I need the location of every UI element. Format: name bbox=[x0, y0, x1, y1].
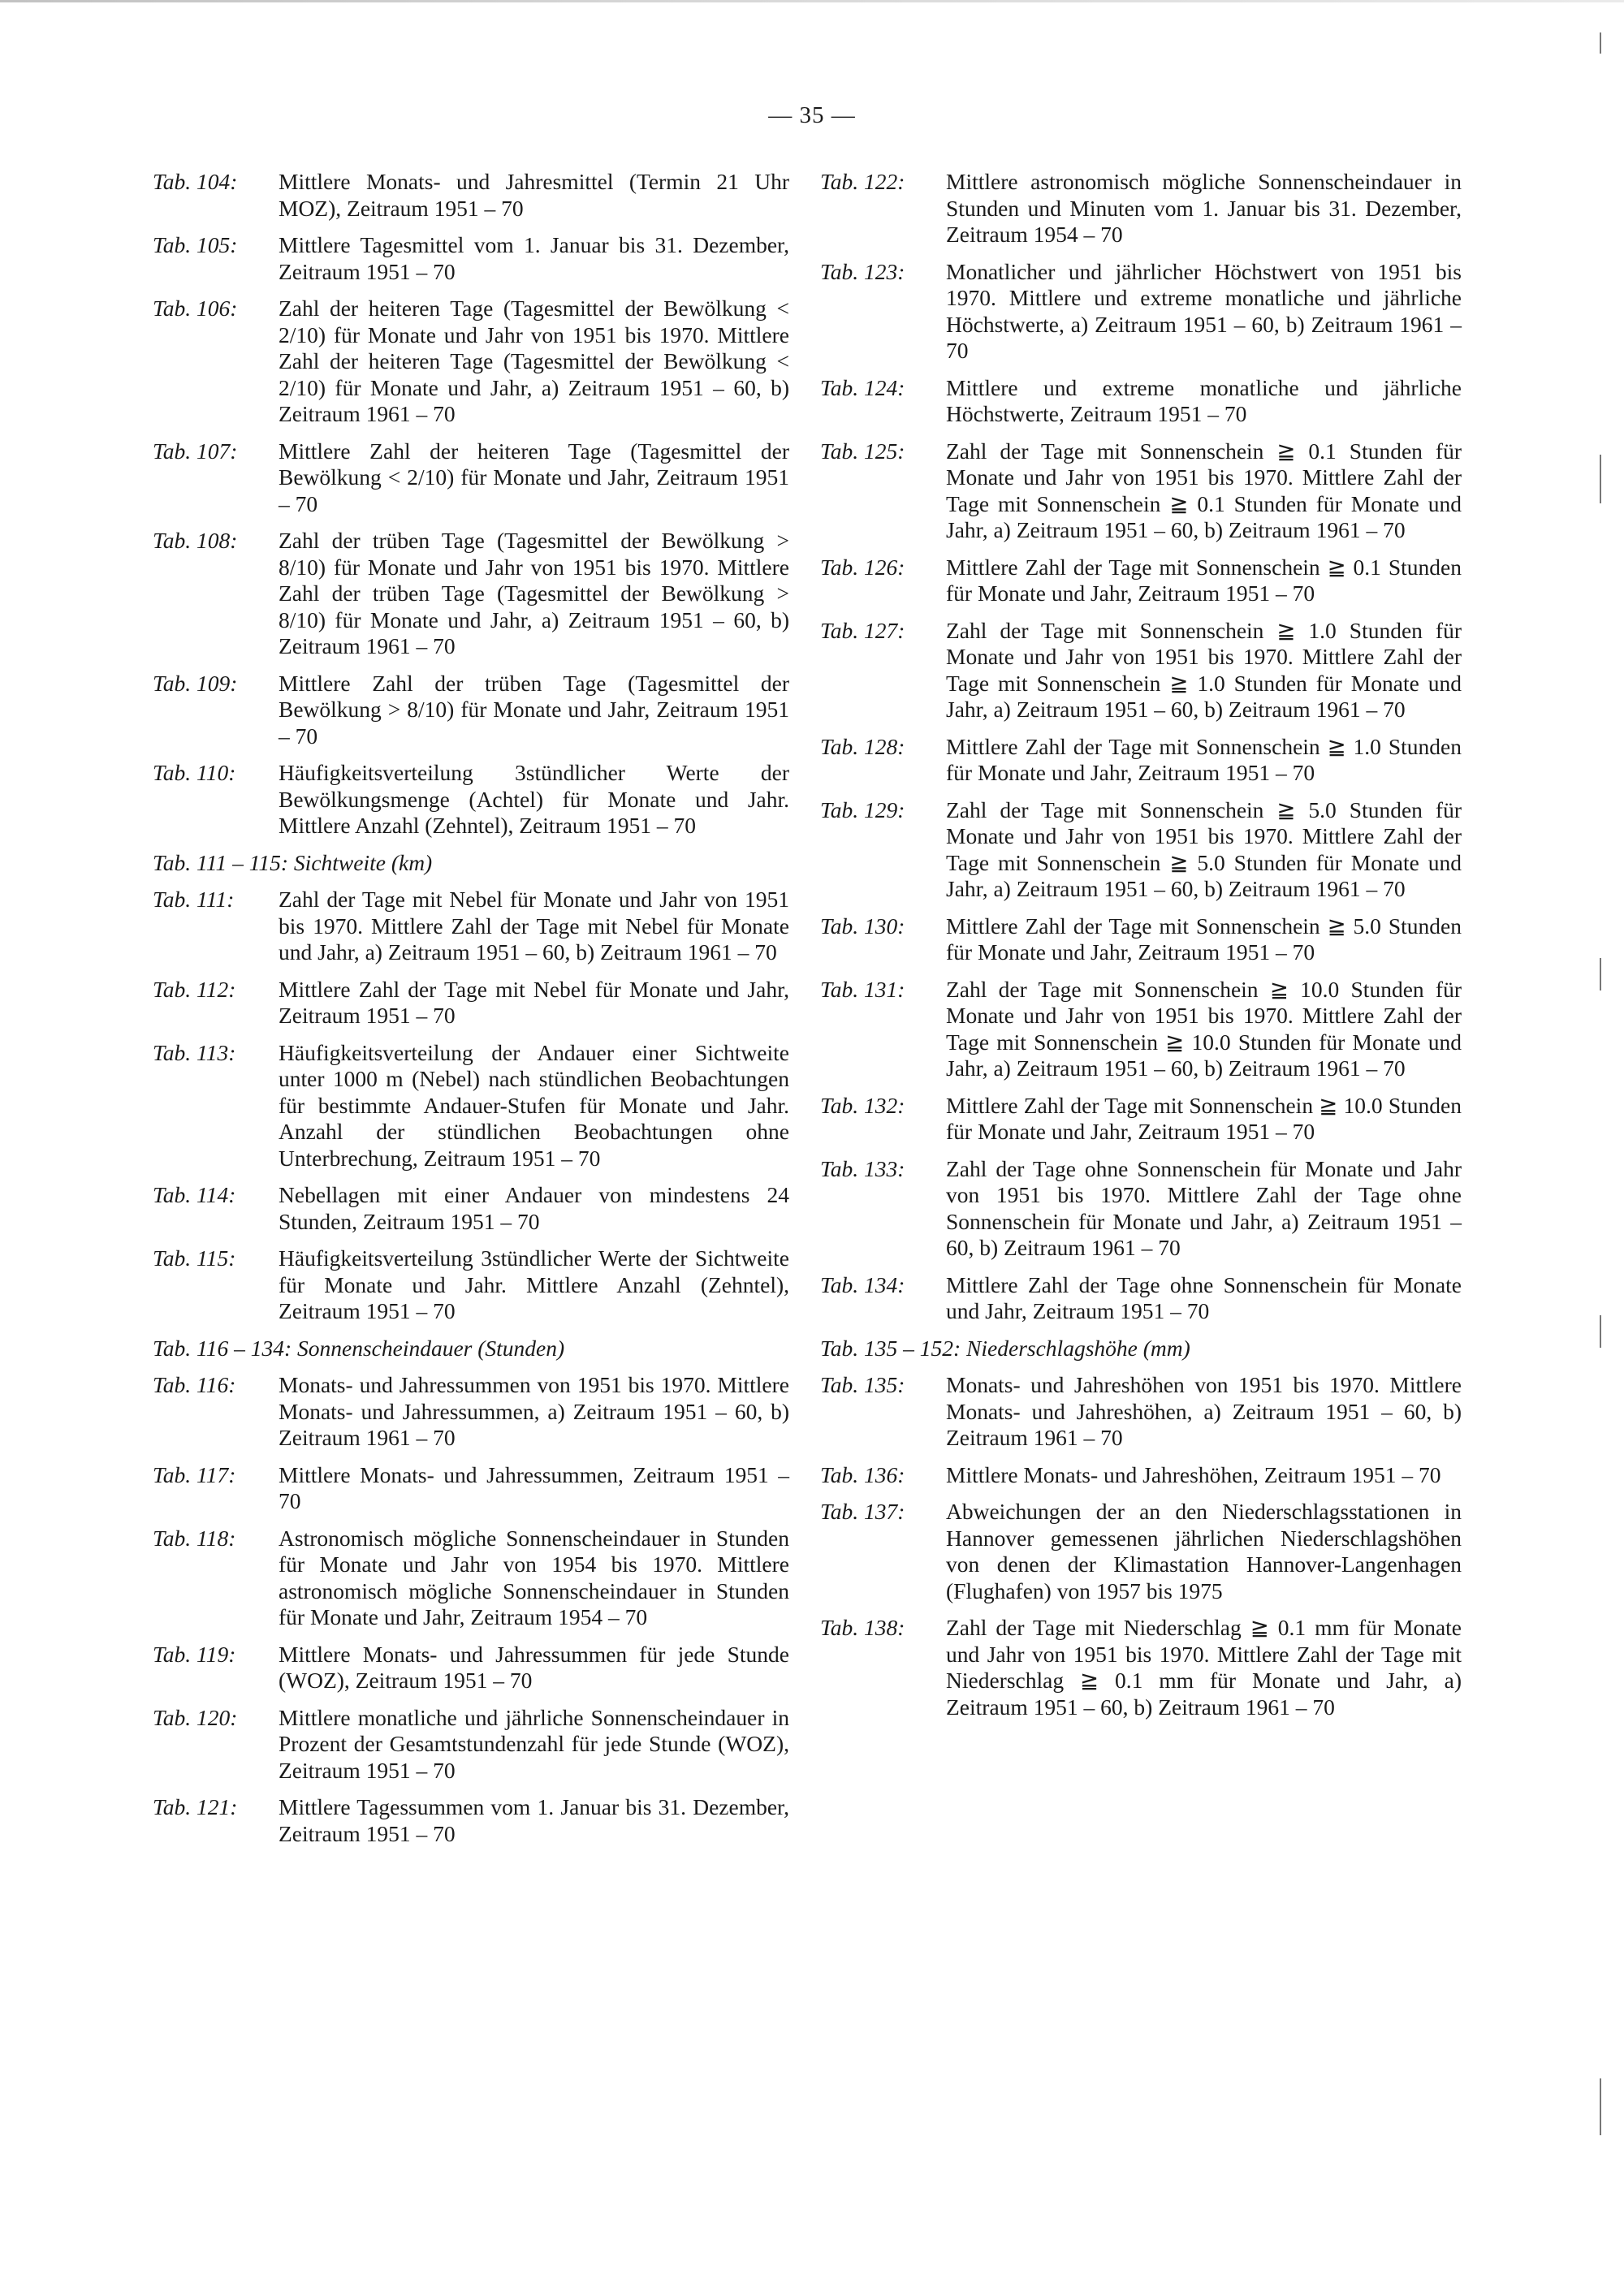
table-description: Nebellagen mit einer Andauer von mindestens 24 Stunden, Zeitraum 1951 – 70 bbox=[279, 1182, 789, 1234]
table-entry bbox=[153, 169, 789, 222]
table-ref: Tab. 128: bbox=[820, 733, 905, 759]
scan-top-edge bbox=[0, 0, 1624, 2]
scan-edge-mark bbox=[1600, 32, 1601, 54]
table-entry bbox=[820, 375, 1462, 428]
section-heading: Tab. 116 – 134: Sonnenscheindauer (Stunden) bbox=[153, 1335, 565, 1361]
table-description: Mittlere Tagesmittel vom 1. Januar bis 31. Dezember, Zeitraum 1951 – 70 bbox=[279, 232, 789, 284]
table-ref: Tab. 135: bbox=[820, 1372, 905, 1397]
table-entry bbox=[820, 1372, 1462, 1452]
table-description: Mittlere Zahl der Tage mit Sonnenschein ≧ 5.0 Stunden für Monate und Jahr, Zeitraum 1951 – 70 bbox=[946, 913, 1462, 965]
table-description: Zahl der Tage mit Sonnenschein ≧ 0.1 Stunden für Monate und Jahr von 1951 bis 1970. Mittlere Zahl der Tage mit Sonnenschein ≧ 0.1 Stunden für Monate und Jahr, a) Zeitraum 1951 – 60, b) Zeitraum 1961 – 70 bbox=[946, 438, 1462, 542]
table-ref: Tab. 108: bbox=[153, 528, 238, 553]
table-description: Astronomisch mögliche Sonnenscheindauer in Stunden für Monate und Jahr von 1954 bis 1970. Mittlere astronomisch mögliche Sonnenscheindauer in Stunden für Monate und Jahr, Zeitraum 1954 – 70 bbox=[279, 1525, 789, 1629]
table-ref: Tab. 122: bbox=[820, 169, 905, 194]
table-ref: Tab. 118: bbox=[153, 1525, 236, 1551]
scan-edge-mark bbox=[1600, 455, 1601, 503]
page-number: — 35 — bbox=[768, 102, 856, 128]
table-ref: Tab. 132: bbox=[820, 1092, 905, 1118]
table-description: Zahl der trüben Tage (Tagesmittel der Bewölkung > 8/10) für Monate und Jahr von 1951 bis 1970. Mittlere Zahl der trüben Tage (Tagesmittel der Bewölkung > 8/10) für Monate und Jahr, a) Zeitraum 1951 – 60, b) Zeitraum 1961 – 70 bbox=[279, 528, 789, 658]
table-ref: Tab. 126: bbox=[820, 554, 905, 580]
table-entry bbox=[153, 671, 789, 750]
table-description: Mittlere Zahl der Tage mit Sonnenschein ≧ 10.0 Stunden für Monate und Jahr, Zeitraum 1951 – 70 bbox=[946, 1092, 1462, 1144]
table-ref: Tab. 123: bbox=[820, 258, 905, 284]
table-description: Monats- und Jahressummen von 1951 bis 1970. Mittlere Monats- und Jahressummen, a) Zeitraum 1951 – 60, b) Zeitraum 1961 – 70 bbox=[279, 1372, 789, 1450]
table-entry bbox=[820, 734, 1462, 787]
table-description: Mittlere Monats- und Jahreshöhen, Zeitraum 1951 – 70 bbox=[946, 1461, 1441, 1487]
table-entry bbox=[820, 1499, 1462, 1604]
table-entry bbox=[153, 1182, 789, 1235]
table-description: Monats- und Jahreshöhen von 1951 bis 1970. Mittlere Monats- und Jahreshöhen, a) Zeitraum 1951 – 60, b) Zeitraum 1961 – 70 bbox=[946, 1372, 1462, 1450]
table-ref: Tab. 119: bbox=[153, 1641, 236, 1667]
section-heading: Tab. 111 – 115: Sichtweite (km) bbox=[153, 849, 433, 875]
section-heading: Tab. 135 – 152: Niederschlagshöhe (mm) bbox=[820, 1335, 1190, 1361]
table-entry bbox=[153, 1040, 789, 1172]
scan-edge-mark bbox=[1600, 958, 1601, 990]
table-description: Mittlere monatliche und jährliche Sonnenscheindauer in Prozent der Gesamtstundenzahl für jede Stunde (WOZ), Zeitraum 1951 – 70 bbox=[279, 1704, 789, 1783]
table-entry bbox=[820, 977, 1462, 1082]
table-description: Mittlere Monats- und Jahressummen für jede Stunde (WOZ), Zeitraum 1951 – 70 bbox=[279, 1641, 789, 1693]
table-entry bbox=[820, 797, 1462, 903]
table-entry bbox=[820, 438, 1462, 544]
table-description: Mittlere und extreme monatliche und jährliche Höchstwerte, Zeitraum 1951 – 70 bbox=[946, 374, 1462, 426]
scan-edge-mark bbox=[1600, 1315, 1601, 1348]
table-ref: Tab. 130: bbox=[820, 913, 905, 939]
table-entry bbox=[820, 618, 1462, 723]
table-ref: Tab. 117: bbox=[153, 1461, 236, 1487]
table-description: Zahl der Tage mit Nebel für Monate und Jahr von 1951 bis 1970. Mittlere Zahl der Tage mit Nebel für Monate und Jahr, a) Zeitraum 1951 – 60, b) Zeitraum 1961 – 70 bbox=[279, 887, 789, 965]
table-description: Monatlicher und jährlicher Höchstwert von 1951 bis 1970. Mittlere und extreme monatliche und jährliche Höchstwerte, a) Zeitraum 1951 – 60, b) Zeitraum 1961 – 70 bbox=[946, 258, 1462, 363]
table-entry bbox=[153, 1705, 789, 1785]
left-column bbox=[153, 169, 789, 1847]
table-description: Mittlere Monats- und Jahresmittel (Termin 21 Uhr MOZ), Zeitraum 1951 – 70 bbox=[279, 169, 789, 221]
scan-edge-mark bbox=[1600, 2078, 1601, 2135]
table-ref: Tab. 129: bbox=[820, 796, 905, 822]
table-description: Mittlere Zahl der Tage mit Sonnenschein ≧ 0.1 Stunden für Monate und Jahr, Zeitraum 1951 – 70 bbox=[946, 554, 1462, 606]
table-description: Abweichungen der an den Niederschlagsstationen in Hannover gemessenen jährlichen Niederschlagshöhen von denen der Klimastation Hannover-Langenhagen (Flughafen) von 1957 bis 1975 bbox=[946, 1499, 1462, 1603]
table-entry bbox=[820, 169, 1462, 248]
table-description: Mittlere astronomisch mögliche Sonnenscheindauer in Stunden und Minuten vom 1. Januar bis 31. Dezember, Zeitraum 1954 – 70 bbox=[946, 169, 1462, 247]
table-description: Zahl der heiteren Tage (Tagesmittel der Bewölkung < 2/10) für Monate und Jahr von 1951 bis 1970. Mittlere Zahl der heiteren Tage (Tagesmittel der Bewölkung < 2/10) für Monate und Jahr, a) Zeitraum 1951 – 60, b) Zeitraum 1961 – 70 bbox=[279, 296, 789, 426]
table-ref: Tab. 133: bbox=[820, 1155, 905, 1181]
table-description: Häufigkeitsverteilung 3stündlicher Werte der Bewölkungsmenge (Achtel) für Monate und Jahr. Mittlere Anzahl (Zehntel), Zeitraum 1951 – 70 bbox=[279, 760, 789, 838]
table-description: Mittlere Tagessummen vom 1. Januar bis 31. Dezember, Zeitraum 1951 – 70 bbox=[279, 1794, 789, 1846]
table-entry bbox=[153, 296, 789, 428]
table-entry bbox=[153, 1526, 789, 1631]
table-description: Zahl der Tage mit Sonnenschein ≧ 1.0 Stunden für Monate und Jahr von 1951 bis 1970. Mittlere Zahl der Tage mit Sonnenschein ≧ 1.0 Stunden für Monate und Jahr, a) Zeitraum 1951 – 60, b) Zeitraum 1961 – 70 bbox=[946, 617, 1462, 722]
table-entry bbox=[153, 1462, 789, 1515]
table-ref: Tab. 109: bbox=[153, 670, 238, 696]
table-ref: Tab. 112: bbox=[153, 976, 236, 1002]
table-ref: Tab. 121: bbox=[153, 1794, 238, 1819]
table-entry bbox=[153, 528, 789, 660]
table-description: Häufigkeitsverteilung der Andauer einer Sichtweite unter 1000 m (Nebel) nach stündlichen Beobachtungen für bestimmte Andauer-Stufen für Monate und Jahr. Anzahl der stündlichen Beobachtungen ohne Unterbrechung, Zeitraum 1951 – 70 bbox=[279, 1039, 789, 1171]
table-ref: Tab. 127: bbox=[820, 617, 905, 643]
table-ref: Tab. 111: bbox=[153, 887, 235, 912]
table-ref: Tab. 104: bbox=[153, 169, 238, 194]
table-description: Mittlere Zahl der heiteren Tage (Tagesmittel der Bewölkung < 2/10) für Monate und Jahr, Zeitraum 1951 – 70 bbox=[279, 438, 789, 516]
table-ref: Tab. 124: bbox=[820, 374, 905, 400]
table-description: Mittlere Zahl der Tage mit Nebel für Monate und Jahr, Zeitraum 1951 – 70 bbox=[279, 976, 789, 1028]
table-ref: Tab. 137: bbox=[820, 1499, 905, 1524]
table-description: Zahl der Tage mit Sonnenschein ≧ 5.0 Stunden für Monate und Jahr von 1951 bis 1970. Mittlere Zahl der Tage mit Sonnenschein ≧ 5.0 Stunden für Monate und Jahr, a) Zeitraum 1951 – 60, b) Zeitraum 1961 – 70 bbox=[946, 796, 1462, 901]
table-entry bbox=[820, 555, 1462, 607]
table-description: Zahl der Tage mit Niederschlag ≧ 0.1 mm für Monate und Jahr von 1951 bis 1970. Mittlere Zahl der Tage mit Niederschlag ≧ 0.1 mm für Monate und Jahr, a) Zeitraum 1951 – 60, b) Zeitraum 1961 – 70 bbox=[946, 1615, 1462, 1720]
table-entry bbox=[153, 1642, 789, 1694]
table-ref: Tab. 113: bbox=[153, 1039, 236, 1065]
table-ref: Tab. 116: bbox=[153, 1372, 236, 1397]
table-description: Mittlere Monats- und Jahressummen, Zeitraum 1951 – 70 bbox=[279, 1461, 789, 1513]
table-description: Mittlere Zahl der Tage mit Sonnenschein ≧ 1.0 Stunden für Monate und Jahr, Zeitraum 1951 – 70 bbox=[946, 733, 1462, 785]
right-column bbox=[820, 169, 1462, 1720]
table-ref: Tab. 105: bbox=[153, 232, 238, 257]
table-entry bbox=[153, 232, 789, 285]
table-description: Zahl der Tage mit Sonnenschein ≧ 10.0 Stunden für Monate und Jahr von 1951 bis 1970. Mittlere Zahl der Tage mit Sonnenschein ≧ 10.0 Stunden für Monate und Jahr, a) Zeitraum 1951 – 60, b) Zeitraum 1961 – 70 bbox=[946, 976, 1462, 1081]
table-entry bbox=[820, 1462, 1462, 1489]
table-entry bbox=[820, 1093, 1462, 1146]
table-description: Häufigkeitsverteilung 3stündlicher Werte der Sichtweite für Monate und Jahr. Mittlere Anzahl (Zehntel), Zeitraum 1951 – 70 bbox=[279, 1245, 789, 1323]
table-ref: Tab. 106: bbox=[153, 296, 238, 321]
table-entry bbox=[820, 1615, 1462, 1720]
table-entry bbox=[153, 977, 789, 1029]
table-ref: Tab. 136: bbox=[820, 1461, 905, 1487]
table-entry bbox=[153, 887, 789, 966]
table-ref: Tab. 107: bbox=[153, 438, 238, 464]
table-ref: Tab. 120: bbox=[153, 1704, 238, 1730]
table-entry bbox=[820, 1156, 1462, 1262]
table-ref: Tab. 131: bbox=[820, 976, 905, 1002]
table-ref: Tab. 138: bbox=[820, 1615, 905, 1640]
table-ref: Tab. 134: bbox=[820, 1271, 905, 1297]
table-description: Mittlere Zahl der Tage ohne Sonnenschein für Monate und Jahr, Zeitraum 1951 – 70 bbox=[946, 1271, 1462, 1323]
table-ref: Tab. 114: bbox=[153, 1182, 236, 1207]
table-ref: Tab. 125: bbox=[820, 438, 905, 464]
table-ref: Tab. 110: bbox=[153, 760, 236, 785]
table-description: Mittlere Zahl der trüben Tage (Tagesmittel der Bewölkung > 8/10) für Monate und Jahr, Zeitraum 1951 – 70 bbox=[279, 670, 789, 749]
table-entry bbox=[820, 913, 1462, 966]
table-entry bbox=[153, 1245, 789, 1325]
table-entry bbox=[820, 1272, 1462, 1325]
table-entry bbox=[820, 259, 1462, 365]
table-entry bbox=[153, 438, 789, 518]
table-entry bbox=[153, 760, 789, 839]
table-description: Zahl der Tage ohne Sonnenschein für Monate und Jahr von 1951 bis 1970. Mittlere Zahl der Tage ohne Sonnenschein für Monate und Jahr, a) Zeitraum 1951 – 60, b) Zeitraum 1961 – 70 bbox=[946, 1155, 1462, 1260]
table-ref: Tab. 115: bbox=[153, 1245, 236, 1271]
table-entry bbox=[153, 1372, 789, 1452]
table-entry bbox=[153, 1794, 789, 1847]
